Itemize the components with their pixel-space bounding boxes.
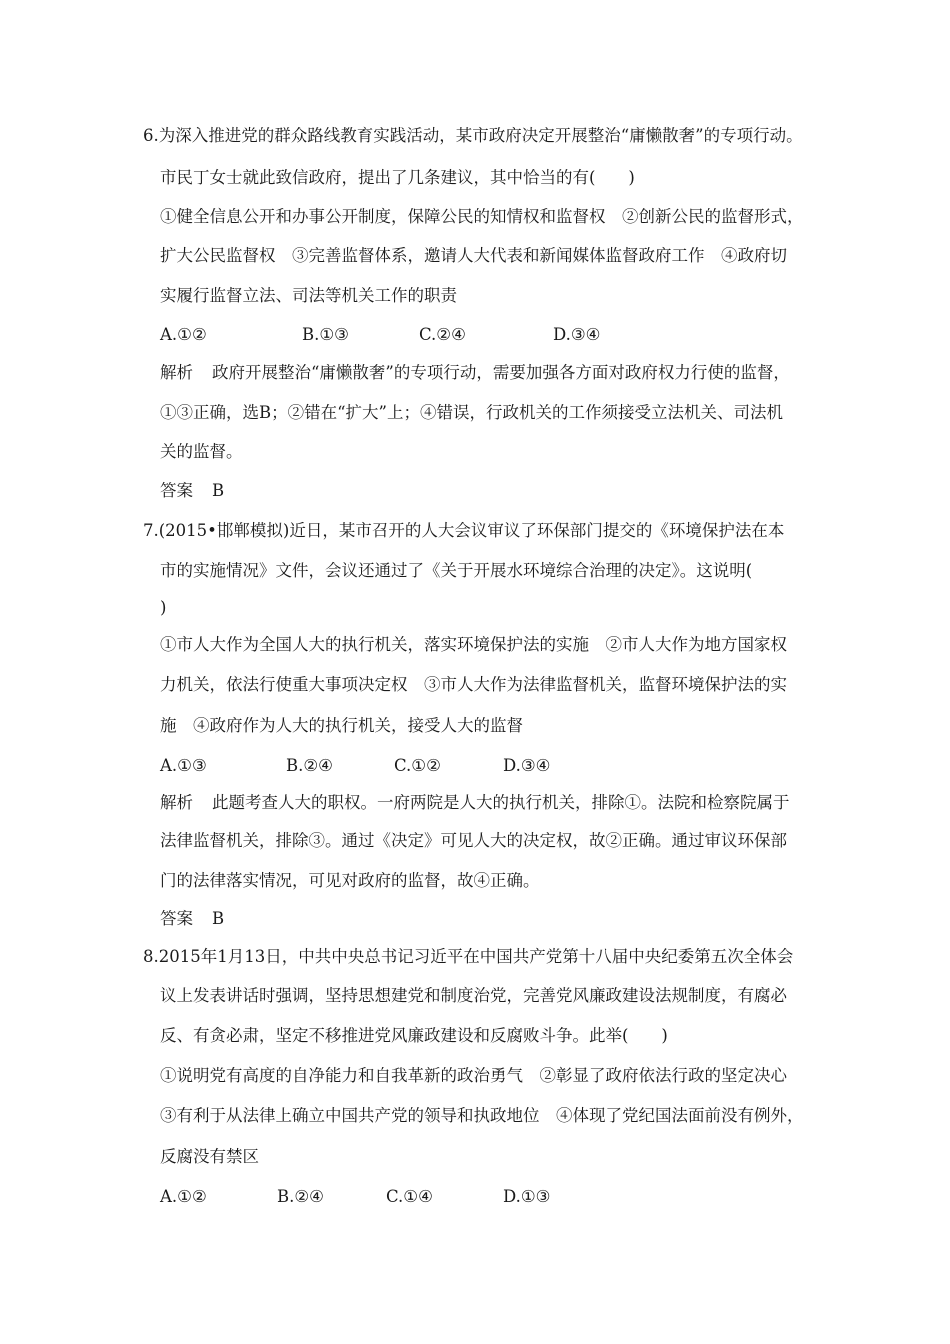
question-8-line-1: 8.2015年1月13日，中共中央总书记习近平在中国共产党第十八届中央纪委第五次全体会 (143, 947, 794, 966)
option-c: C.①② (394, 756, 441, 775)
question-6-options (160, 323, 860, 347)
question-6-line-5: 实履行监督立法、司法等机关工作的职责 (160, 286, 457, 305)
answer-value: B (212, 481, 225, 500)
option-b: B.②④ (277, 1187, 324, 1206)
question-7-line-3: ) (160, 598, 167, 617)
option-d: D.③④ (553, 325, 601, 344)
question-6-analysis-line-1 (160, 361, 790, 385)
question-8-options (160, 1185, 860, 1209)
question-7-line-2: 市的实施情况》文件，会议还通过了《关于开展水环境综合治理的决定》。这说明( (160, 561, 753, 580)
question-7-analysis-line-3: 门的法律落实情况，可见对政府的监督，故④正确。 (160, 871, 540, 890)
question-7-line-4: ①市人大作为全国人大的执行机关，落实环境保护法的实施 ②市人大作为地方国家权 (160, 635, 787, 654)
option-a: A.①③ (160, 756, 207, 775)
question-8-line-3: 反、有贪必肃，坚定不移推进党风廉政建设和反腐败斗争。此举( ) (160, 1026, 668, 1045)
question-6-answer (160, 479, 224, 503)
option-d: D.①③ (503, 1187, 551, 1206)
question-7-analysis-line-2: 法律监督机关，排除③。通过《决定》可见人大的决定权，故②正确。通过审议环保部 (160, 831, 787, 850)
option-a: A.①② (160, 1187, 207, 1206)
question-6-line-1: 6.为深入推进党的群众路线教育实践活动，某市政府决定开展整治“庸懒散奢”的专项行动。 (143, 126, 803, 145)
option-b: B.①③ (302, 325, 349, 344)
question-6-line-2: 市民丁女士就此致信政府，提出了几条建议，其中恰当的有( ) (160, 168, 635, 187)
analysis-label: 解析 (160, 363, 193, 382)
question-7-options (160, 754, 860, 778)
question-6-analysis-line-2: ①③正确，选B；②错在“扩大”上；④错误，行政机关的工作须接受立法机关、司法机 (160, 403, 783, 422)
option-a: A.①② (160, 325, 207, 344)
question-8-line-4: ①说明党有高度的自净能力和自我革新的政治勇气 ②彰显了政府依法行政的坚定决心 (160, 1066, 787, 1085)
answer-label: 答案 (160, 909, 193, 928)
question-8-line-2: 议上发表讲话时强调，坚持思想建党和制度治党，完善党风廉政建设法规制度，有腐必 (160, 986, 787, 1005)
question-6-line-3: ①健全信息公开和办事公开制度，保障公民的知情权和监督权 ②创新公民的监督形式， (160, 207, 804, 226)
option-d: D.③④ (503, 756, 551, 775)
question-8-line-6: 反腐没有禁区 (160, 1147, 259, 1166)
analysis-label: 解析 (160, 793, 193, 812)
question-7-analysis-line-1 (160, 791, 790, 815)
question-7-line-1: 7.(2015•邯郸模拟)近日，某市召开的人大会议审议了环保部门提交的《环境保护法在本 (143, 521, 785, 540)
question-7-line-6: 施 ④政府作为人大的执行机关，接受人大的监督 (160, 716, 523, 735)
option-c: C.①④ (386, 1187, 433, 1206)
option-b: B.②④ (286, 756, 333, 775)
analysis-text: 此题考查人大的职权。一府两院是人大的执行机关，排除①。法院和检察院属于 (212, 793, 790, 812)
answer-value: B (212, 909, 225, 928)
answer-label: 答案 (160, 481, 193, 500)
question-6-line-4: 扩大公民监督权 ③完善监督体系，邀请人大代表和新闻媒体监督政府工作 ④政府切 (160, 246, 787, 265)
question-7-line-5: 力机关，依法行使重大事项决定权 ③市人大作为法律监督机关，监督环境保护法的实 (160, 675, 787, 694)
analysis-text: 政府开展整治“庸懒散奢”的专项行动，需要加强各方面对政府权力行使的监督， (212, 363, 790, 382)
question-6-analysis-line-3: 关的监督。 (160, 442, 243, 461)
question-8-line-5: ③有利于从法律上确立中国共产党的领导和执政地位 ④体现了党纪国法面前没有例外， (160, 1106, 804, 1125)
option-c: C.②④ (419, 325, 466, 344)
question-7-answer (160, 907, 224, 931)
